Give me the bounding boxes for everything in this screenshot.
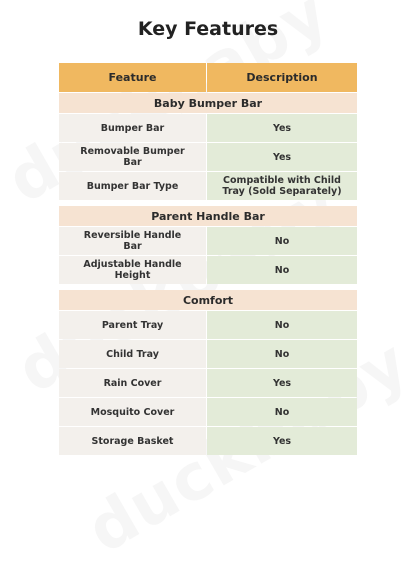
value-cell: No	[207, 256, 357, 284]
table-row	[59, 427, 357, 455]
value-cell: Yes	[207, 114, 357, 142]
section-header: Baby Bumper Bar	[59, 93, 357, 113]
value-cell: Compatible with Child Tray (Sold Separately)	[207, 172, 357, 200]
feature-cell: Bumper Bar Type	[59, 172, 206, 200]
feature-column-header: Feature	[59, 63, 206, 92]
value-cell: No	[207, 398, 357, 426]
table-row	[59, 172, 357, 200]
features-table	[59, 63, 357, 455]
feature-cell: Child Tray	[59, 340, 206, 368]
value-cell: Yes	[207, 369, 357, 397]
section-header: Comfort	[59, 290, 357, 310]
feature-cell: Storage Basket	[59, 427, 206, 455]
section-header: Parent Handle Bar	[59, 206, 357, 226]
feature-cell: Rain Cover	[59, 369, 206, 397]
table-row	[59, 340, 357, 368]
value-cell: No	[207, 340, 357, 368]
table-row	[59, 143, 357, 171]
feature-cell: Removable Bumper Bar	[59, 143, 206, 171]
value-cell: No	[207, 311, 357, 339]
feature-cell: Mosquito Cover	[59, 398, 206, 426]
table-row	[59, 311, 357, 339]
feature-cell: Reversible Handle Bar	[59, 227, 206, 255]
feature-cell: Bumper Bar	[59, 114, 206, 142]
table-header	[59, 63, 357, 92]
table-row	[59, 369, 357, 397]
table-row	[59, 227, 357, 255]
value-cell: Yes	[207, 143, 357, 171]
feature-cell: Adjustable Handle Height	[59, 256, 206, 284]
feature-cell: Parent Tray	[59, 311, 206, 339]
value-cell: Yes	[207, 427, 357, 455]
description-column-header: Description	[207, 63, 357, 92]
page-title: Key Features	[137, 18, 279, 40]
table-row	[59, 256, 357, 284]
table-row	[59, 398, 357, 426]
value-cell: No	[207, 227, 357, 255]
table-row	[59, 114, 357, 142]
